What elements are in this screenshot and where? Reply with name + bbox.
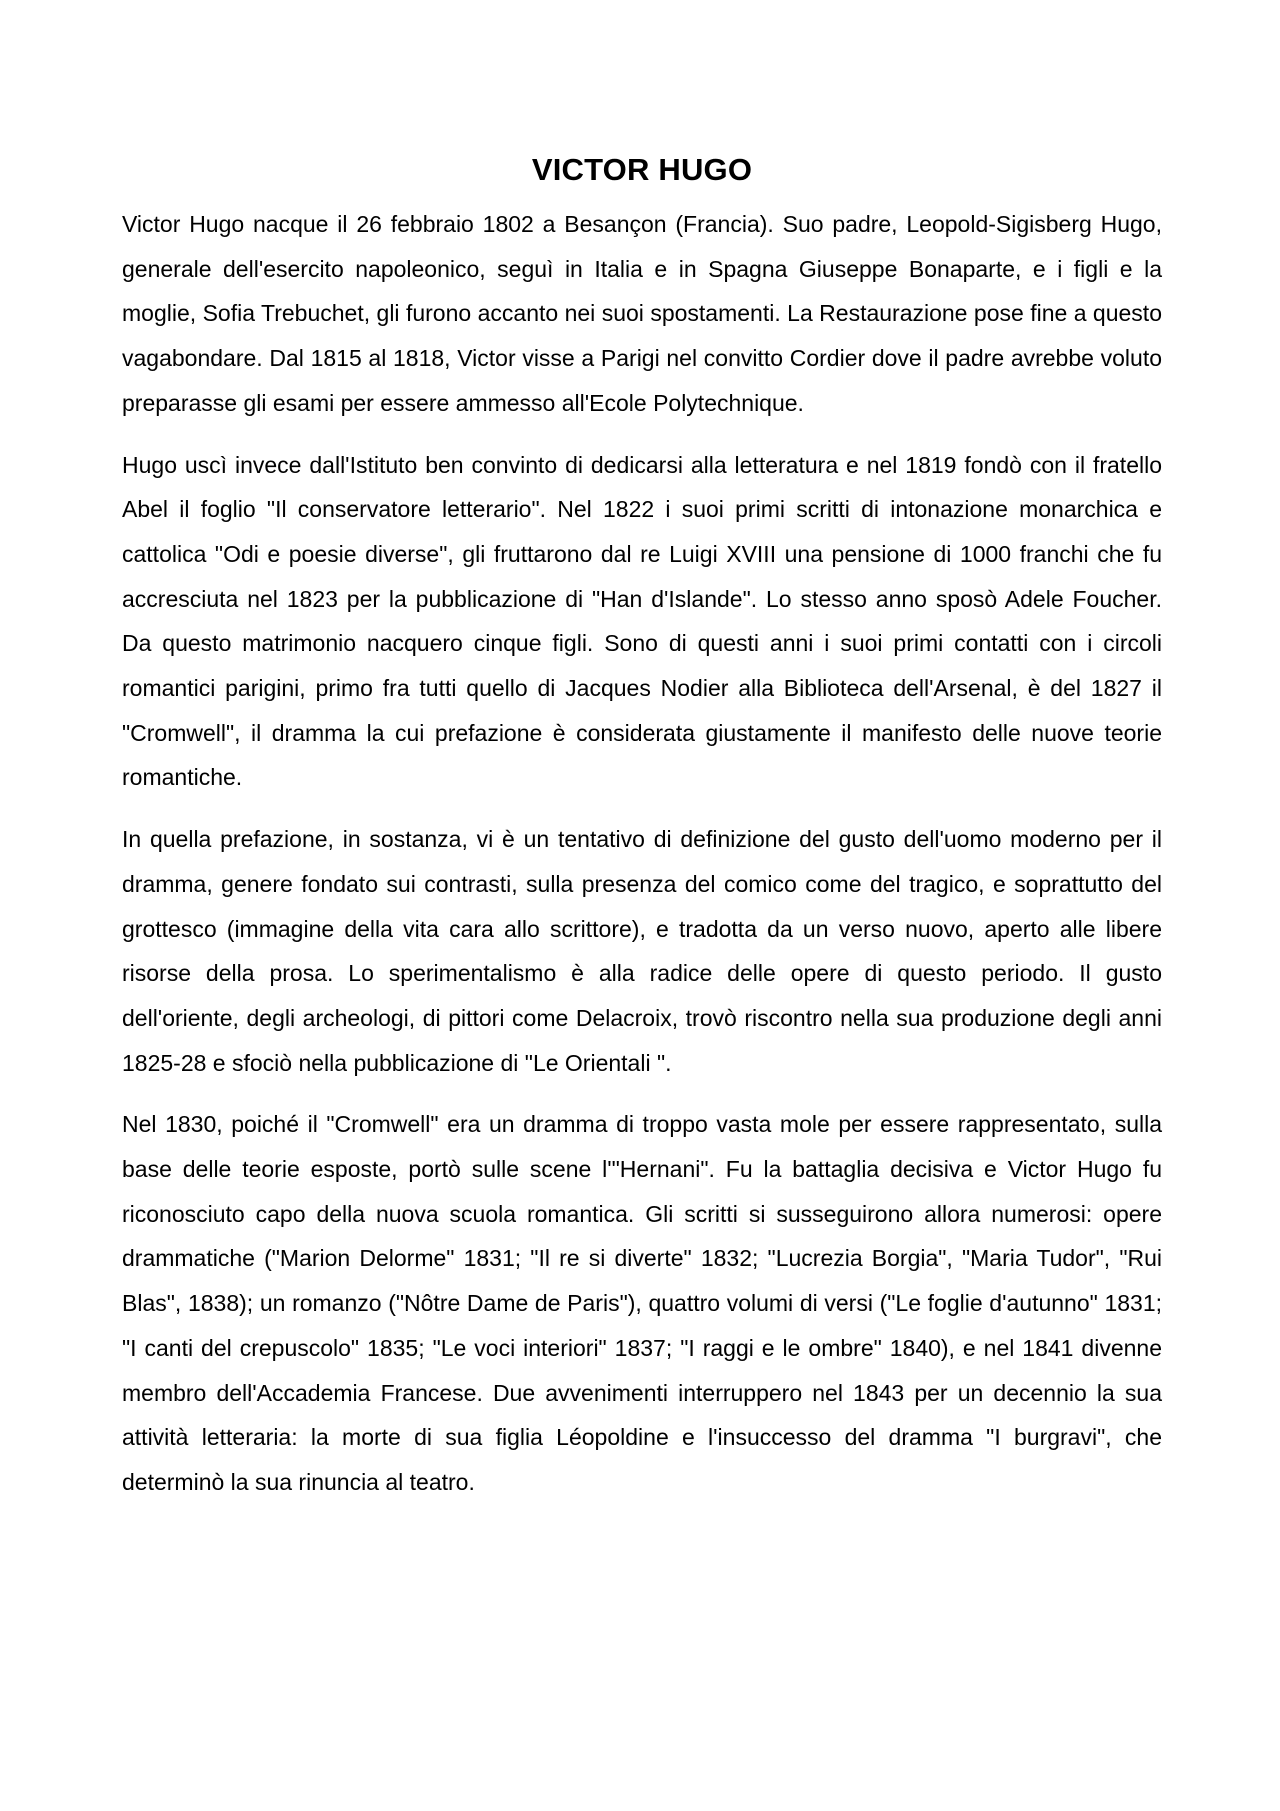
document-page [122, 150, 1162, 1522]
paragraph-4: Nel 1830, poiché il "Cromwell" era un dramma di troppo vasta mole per essere rappresentato, sulla base delle teorie esposte, portò sulle scene l'"Hernani". Fu la battaglia decisiva e Victor Hugo fu riconosciuto capo della nuova scuola romantica. Gli scritti si susseguirono allora numerosi: opere drammatiche ("Marion Delorme" 1831; "Il re si diverte" 1832; "Lucrezia Borgia", "Maria Tudor", "Rui Blas", 1838); un romanzo ("Nôtre Dame de Paris"), quattro volumi di versi ("Le foglie d'autunno" 1831; "I canti del crepuscolo" 1835; "Le voci interiori" 1837; "I raggi e le ombre" 1840), e nel 1841 divenne membro dell'Accademia Francese. Due avvenimenti interruppero nel 1843 per un decennio la sua attività letteraria: la morte di sua figlia Léopoldine e l'insuccesso del dramma "I burgravi", che determinò la sua rinuncia al teatro. [122, 1111, 1162, 1495]
paragraph-3: In quella prefazione, in sostanza, vi è un tentativo di definizione del gusto dell'uomo moderno per il dramma, genere fondato sui contrasti, sulla presenza del comico come del tragico, e soprattutto del grottesco (immagine della vita cara allo scrittore), e tradotta da un verso nuovo, aperto alle libere risorse della prosa. Lo sperimentalismo è alla radice delle opere di questo periodo. Il gusto dell'oriente, degli archeologi, di pittori come Delacroix, trovò riscontro nella sua produzione degli anni 1825-28 e sfociò nella pubblicazione di "Le Orientali ". [122, 826, 1162, 1076]
document-title: VICTOR HUGO [531, 152, 753, 187]
paragraph-1: Victor Hugo nacque il 26 febbraio 1802 a Besançon (Francia). Suo padre, Leopold-Sigisberg Hugo, generale dell'esercito napoleonico, seguì in Italia e in Spagna Giuseppe Bonaparte, e i figli e la moglie, Sofia Trebuchet, gli furono accanto nei suoi spostamenti. La Restaurazione pose fine a questo vagabondare. Dal 1815 al 1818, Victor visse a Parigi nel convitto Cordier dove il padre avrebbe voluto preparasse gli esami per essere ammesso all'Ecole Polytechnique. [122, 211, 1162, 416]
paragraph-2: Hugo uscì invece dall'Istituto ben convinto di dedicarsi alla letteratura e nel 1819 fondò con il fratello Abel il foglio "Il conservatore letterario". Nel 1822 i suoi primi scritti di intonazione monarchica e cattolica "Odi e poesie diverse", gli fruttarono dal re Luigi XVIII una pensione di 1000 franchi che fu accresciuta nel 1823 per la pubblicazione di "Han d'Islande". Lo stesso anno sposò Adele Foucher. Da questo matrimonio nacquero cinque figli. Sono di questi anni i suoi primi contatti con i circoli romantici parigini, primo fra tutti quello di Jacques Nodier alla Biblioteca dell'Arsenal, è del 1827 il "Cromwell", il dramma la cui prefazione è considerata giustamente il manifesto delle nuove teorie romantiche. [122, 451, 1162, 791]
